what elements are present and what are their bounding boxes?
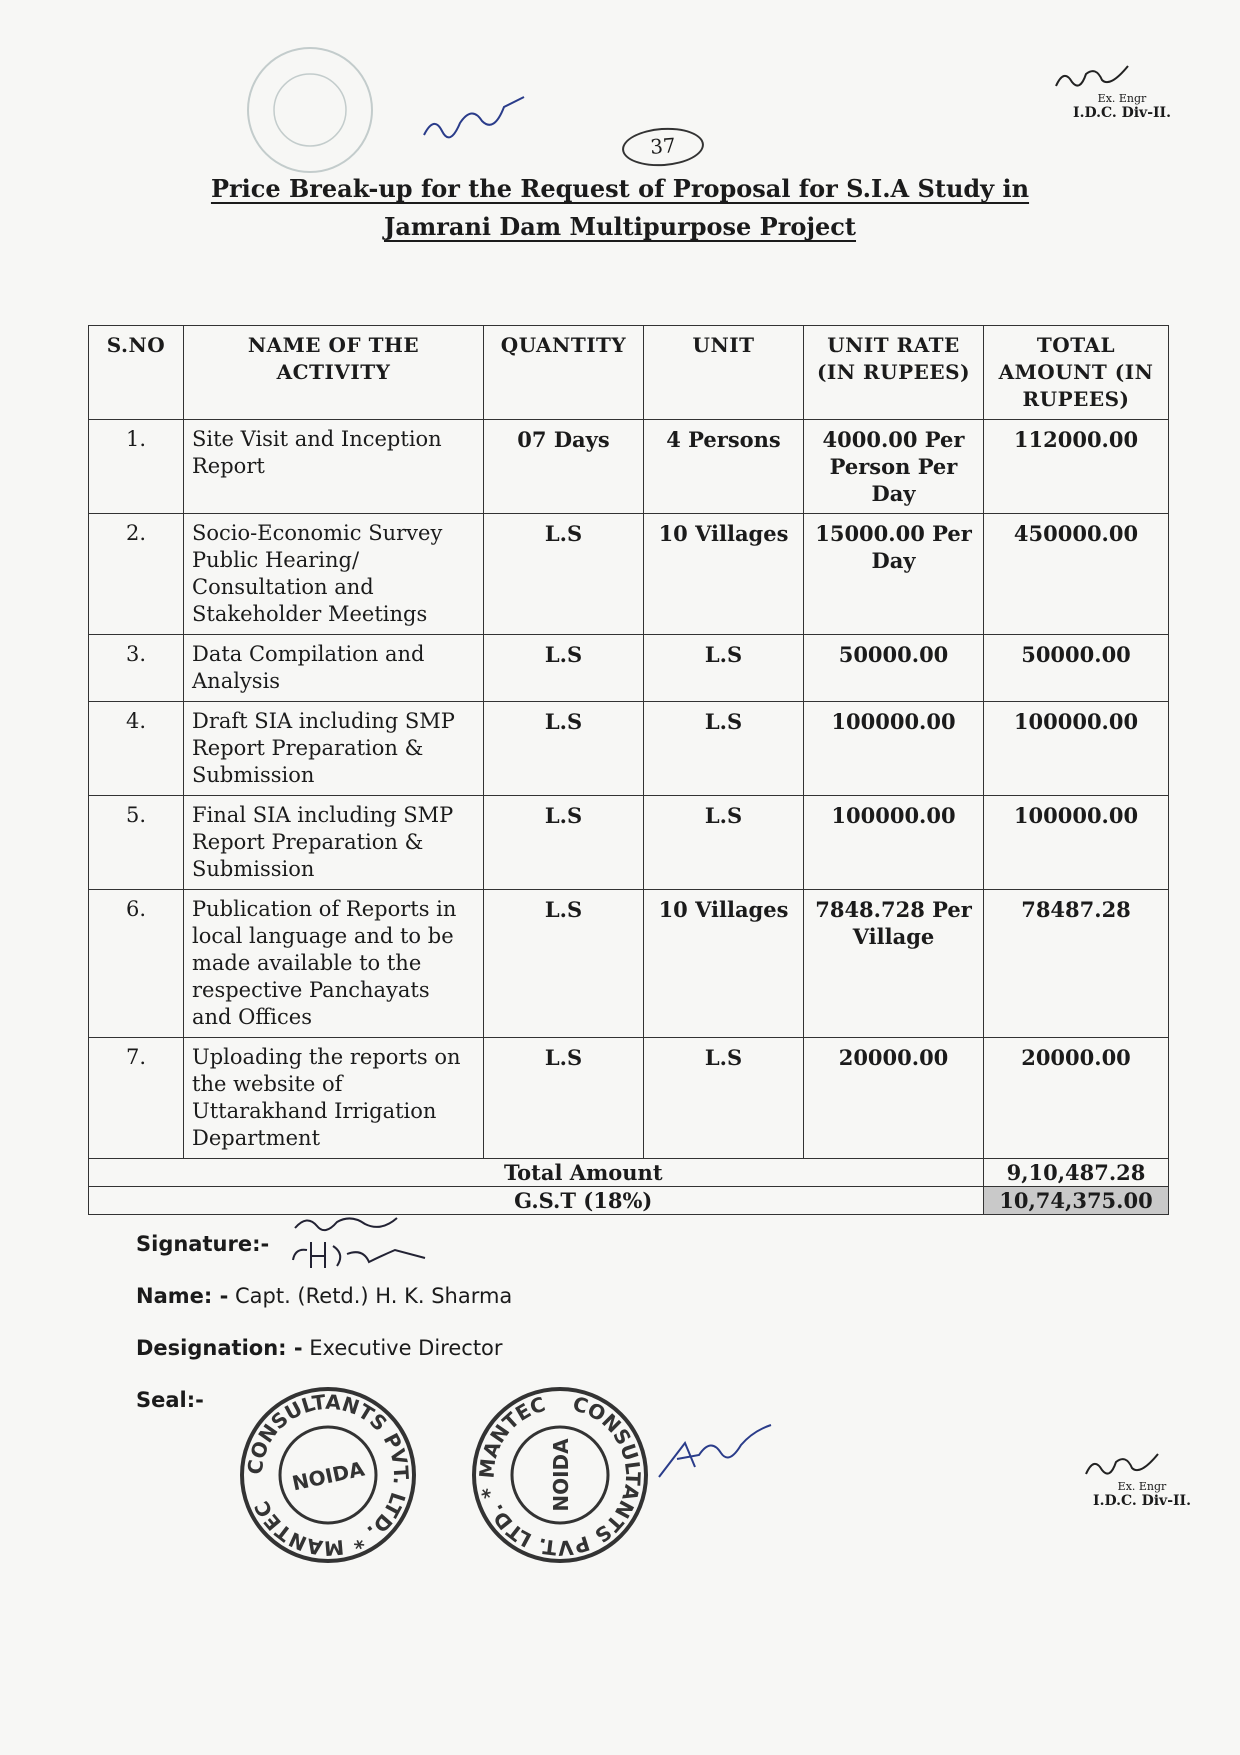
total-amount-value: 9,10,487.28 <box>984 1159 1169 1187</box>
table-row <box>89 420 1169 514</box>
engineer-title-bottom: Ex. Engr <box>1117 1480 1167 1493</box>
page-number: 37 <box>621 125 705 169</box>
company-seal-right <box>470 1385 650 1565</box>
faded-stamp-top <box>215 45 405 175</box>
cell-sno: 6. <box>89 890 184 1038</box>
header-activity: NAME OF THE ACTIVITY <box>184 326 484 420</box>
cell-activity: Data Compilation and Analysis <box>184 635 484 702</box>
name-value: Capt. (Retd.) H. K. Sharma <box>234 1284 513 1308</box>
cell-activity: Final SIA including SMP Report Preparation & Submission <box>184 796 484 890</box>
name-line <box>136 1284 512 1308</box>
designation-value: Executive Director <box>309 1336 503 1360</box>
engineer-signature-top <box>1052 62 1132 92</box>
cell-total: 20000.00 <box>984 1038 1169 1159</box>
cell-unit: L.S <box>644 1038 804 1159</box>
cell-unit: 10 Villages <box>644 514 804 635</box>
cell-sno: 5. <box>89 796 184 890</box>
engineer-signature-bottom <box>1082 1450 1162 1480</box>
cell-quantity: L.S <box>484 890 644 1038</box>
header-total: TOTAL AMOUNT (IN RUPEES) <box>984 326 1169 420</box>
cell-quantity: L.S <box>484 796 644 890</box>
cell-total: 50000.00 <box>984 635 1169 702</box>
cell-total: 450000.00 <box>984 514 1169 635</box>
signature-label: Signature:- <box>136 1232 270 1256</box>
table-row <box>89 796 1169 890</box>
seal-center-text: NOIDA <box>289 1456 367 1496</box>
cell-quantity: L.S <box>484 1038 644 1159</box>
seal-center-text: NOIDA <box>549 1438 573 1512</box>
initials-scribble-seal <box>655 1415 775 1485</box>
cell-total: 100000.00 <box>984 796 1169 890</box>
price-breakup-table <box>88 325 1169 1215</box>
company-seal-left <box>238 1385 418 1565</box>
signature-line <box>136 1232 269 1256</box>
cell-activity: Uploading the reports on the website of Uttarakhand Irrigation Department <box>184 1038 484 1159</box>
cell-unit: L.S <box>644 635 804 702</box>
seal-ring-text: CONSULTANTS PVT. LTD. * MANTEC <box>242 1389 414 1561</box>
cell-quantity: L.S <box>484 635 644 702</box>
cell-unit-rate: 50000.00 <box>804 635 984 702</box>
header-sno: S.NO <box>89 326 184 420</box>
cell-activity: Site Visit and Inception Report <box>184 420 484 514</box>
gst-row-spacer <box>89 1187 184 1215</box>
total-row-spacer <box>89 1159 184 1187</box>
document-title: Price Break-up for the Request of Proposal for S.I.A Study in Jamrani Dam Multipurpose Project <box>210 174 1030 241</box>
cell-sno: 4. <box>89 702 184 796</box>
cell-sno: 2. <box>89 514 184 635</box>
table-row <box>89 635 1169 702</box>
engineer-title-top: Ex. Engr <box>1097 92 1147 105</box>
seal-ring-text: CONSULTANTS PVT. LTD. * MANTEC <box>474 1391 646 1561</box>
engineer-division-top: I.D.C. Div-II. <box>1073 105 1171 121</box>
engineer-mark-top <box>1052 62 1192 121</box>
cell-unit: 10 Villages <box>644 890 804 1038</box>
cell-total: 78487.28 <box>984 890 1169 1038</box>
table-row <box>89 1038 1169 1159</box>
cell-quantity: L.S <box>484 702 644 796</box>
initials-scribble-top <box>420 85 530 145</box>
engineer-mark-bottom <box>1082 1450 1202 1509</box>
gst-label: G.S.T (18%) <box>184 1187 984 1215</box>
header-unit-rate: UNIT RATE (IN RUPEES) <box>804 326 984 420</box>
cell-unit: L.S <box>644 796 804 890</box>
cell-total: 100000.00 <box>984 702 1169 796</box>
cell-total: 112000.00 <box>984 420 1169 514</box>
cell-unit-rate: 4000.00 Per Person Per Day <box>804 420 984 514</box>
designation-line <box>136 1336 503 1360</box>
name-label: Name: - <box>136 1284 229 1308</box>
gst-value: 10,74,375.00 <box>984 1187 1169 1215</box>
table-row <box>89 890 1169 1038</box>
cell-activity: Draft SIA including SMP Report Preparation & Submission <box>184 702 484 796</box>
cell-unit-rate: 15000.00 Per Day <box>804 514 984 635</box>
header-quantity: QUANTITY <box>484 326 644 420</box>
cell-quantity: 07 Days <box>484 420 644 514</box>
engineer-division-bottom: I.D.C. Div-II. <box>1093 1493 1191 1509</box>
table-row <box>89 514 1169 635</box>
cell-activity: Socio-Economic Survey Public Hearing/ Consultation and Stakeholder Meetings <box>184 514 484 635</box>
cell-unit-rate: 100000.00 <box>804 702 984 796</box>
designation-label: Designation: - <box>136 1336 303 1360</box>
cell-unit-rate: 7848.728 Per Village <box>804 890 984 1038</box>
seal-line <box>136 1388 204 1412</box>
cell-unit-rate: 20000.00 <box>804 1038 984 1159</box>
handwritten-signature <box>285 1210 435 1280</box>
cell-unit-rate: 100000.00 <box>804 796 984 890</box>
seal-label: Seal:- <box>136 1388 204 1412</box>
gst-row <box>89 1187 1169 1215</box>
cell-sno: 1. <box>89 420 184 514</box>
table-row <box>89 702 1169 796</box>
cell-quantity: L.S <box>484 514 644 635</box>
cell-activity: Publication of Reports in local language and to be made available to the respective Panchayats and Offices <box>184 890 484 1038</box>
total-amount-label: Total Amount <box>184 1159 984 1187</box>
total-amount-row <box>89 1159 1169 1187</box>
cell-sno: 7. <box>89 1038 184 1159</box>
header-unit: UNIT <box>644 326 804 420</box>
cell-sno: 3. <box>89 635 184 702</box>
cell-unit: 4 Persons <box>644 420 804 514</box>
cell-unit: L.S <box>644 702 804 796</box>
